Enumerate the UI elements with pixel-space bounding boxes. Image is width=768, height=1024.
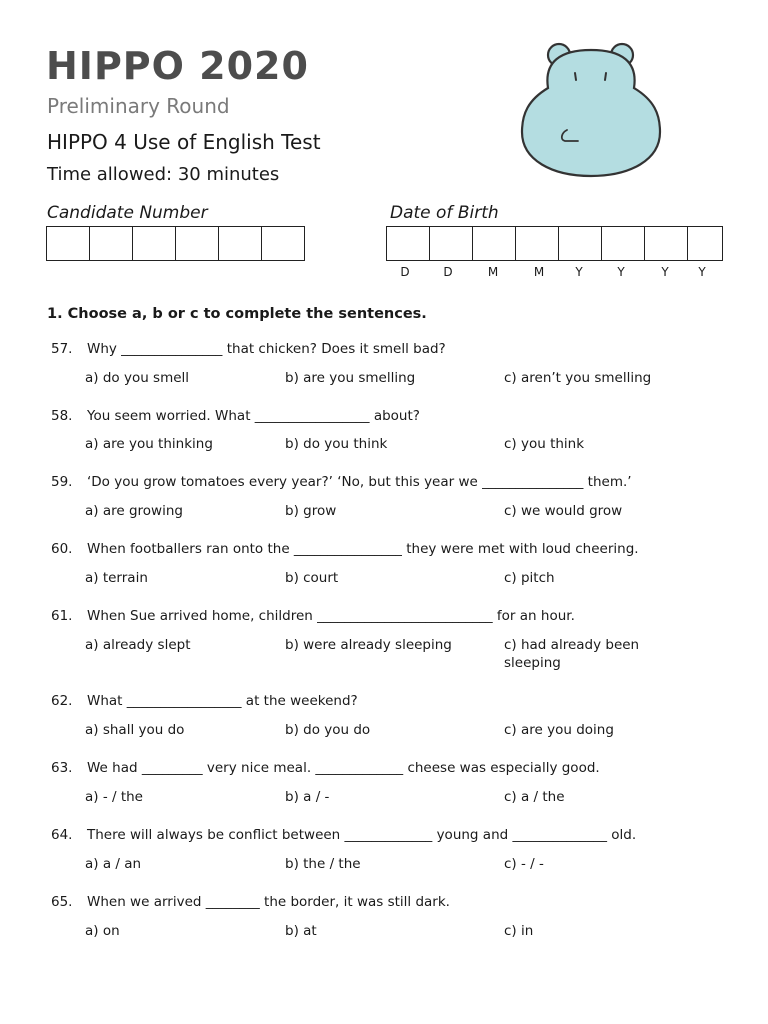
option-b[interactable]: b) grow xyxy=(285,503,337,519)
option-b[interactable]: b) a / - xyxy=(285,789,330,805)
option-c[interactable]: c) you think xyxy=(504,436,585,452)
option-b[interactable]: b) the / the xyxy=(285,856,361,872)
option-b[interactable]: b) are you smelling xyxy=(285,370,416,386)
dob-caption: M xyxy=(487,265,499,279)
candidate-number-label: Candidate Number xyxy=(47,203,208,223)
test-name: HIPPO 4 Use of English Test xyxy=(47,130,321,154)
question-text: You seem worried. What _________________ about? xyxy=(87,408,420,424)
dob-caption: M xyxy=(533,265,545,279)
question-text: When we arrived ________ the border, it was still dark. xyxy=(87,894,450,910)
question-number: 58. xyxy=(51,408,73,424)
option-a[interactable]: a) are you thinking xyxy=(85,436,213,452)
hippo-icon xyxy=(518,40,664,180)
option-a[interactable]: a) a / an xyxy=(85,856,142,872)
question-number: 59. xyxy=(51,474,73,490)
option-c[interactable]: c) - / - xyxy=(504,856,544,872)
dob-digit-box[interactable] xyxy=(644,226,687,261)
question-text: We had _________ very nice meal. _____________ cheese was especially good. xyxy=(87,760,600,776)
question-text: There will always be conflict between _____________ young and ______________ old. xyxy=(87,827,637,843)
option-a[interactable]: a) do you smell xyxy=(85,370,190,386)
question-number: 65. xyxy=(51,894,73,910)
candidate-digit-box[interactable] xyxy=(132,226,175,261)
dob-digit-box[interactable] xyxy=(687,226,723,261)
time-allowed: Time allowed: 30 minutes xyxy=(47,164,280,185)
option-c[interactable]: c) a / the xyxy=(504,789,565,805)
round-subtitle: Preliminary Round xyxy=(47,94,230,118)
option-b[interactable]: b) do you do xyxy=(285,722,371,738)
section-heading: 1. Choose a, b or c to complete the sentences. xyxy=(47,306,427,322)
dob-caption: Y xyxy=(661,265,669,279)
question-text: When footballers ran onto the ________________ they were met with loud cheering. xyxy=(87,541,639,557)
question-number: 60. xyxy=(51,541,73,557)
option-c[interactable]: c) we would grow xyxy=(504,503,623,519)
candidate-number-boxes xyxy=(46,226,305,261)
option-c[interactable]: c) in xyxy=(504,923,534,939)
dob-digit-box[interactable] xyxy=(515,226,558,261)
date-of-birth-boxes xyxy=(386,226,723,261)
option-a[interactable]: a) on xyxy=(85,923,120,939)
dob-caption: Y xyxy=(575,265,583,279)
dob-digit-box[interactable] xyxy=(558,226,601,261)
option-a[interactable]: a) shall you do xyxy=(85,722,185,738)
candidate-digit-box[interactable] xyxy=(218,226,261,261)
dob-digit-box[interactable] xyxy=(429,226,472,261)
date-of-birth-label: Date of Birth xyxy=(390,203,499,223)
option-a[interactable]: a) already slept xyxy=(85,637,191,653)
question-number: 57. xyxy=(51,341,73,357)
question-number: 64. xyxy=(51,827,73,843)
option-c[interactable]: c) had already been sleeping xyxy=(504,637,640,671)
dob-caption: Y xyxy=(698,265,706,279)
question-number: 61. xyxy=(51,608,73,624)
question-text: When Sue arrived home, children __________________________ for an hour. xyxy=(87,608,575,624)
candidate-digit-box[interactable] xyxy=(175,226,218,261)
candidate-digit-box[interactable] xyxy=(261,226,305,261)
dob-caption: D xyxy=(400,265,410,279)
question-text: What _________________ at the weekend? xyxy=(87,693,358,709)
candidate-digit-box[interactable] xyxy=(89,226,132,261)
dob-caption: D xyxy=(443,265,453,279)
option-a[interactable]: a) terrain xyxy=(85,570,148,586)
question-text: Why _______________ that chicken? Does it smell bad? xyxy=(87,341,446,357)
option-c[interactable]: c) pitch xyxy=(504,570,555,586)
option-b[interactable]: b) court xyxy=(285,570,339,586)
dob-caption: Y xyxy=(617,265,625,279)
option-a[interactable]: a) - / the xyxy=(85,789,143,805)
option-b[interactable]: b) were already sleeping xyxy=(285,637,452,653)
dob-digit-box[interactable] xyxy=(386,226,429,261)
question-number: 63. xyxy=(51,760,73,776)
option-c[interactable]: c) are you doing xyxy=(504,722,614,738)
option-b[interactable]: b) at xyxy=(285,923,317,939)
option-c[interactable]: c) aren’t you smelling xyxy=(504,370,652,386)
option-b[interactable]: b) do you think xyxy=(285,436,388,452)
candidate-digit-box[interactable] xyxy=(46,226,89,261)
question-text: ‘Do you grow tomatoes every year?’ ‘No, but this year we _______________ them.’ xyxy=(87,474,632,490)
page-title: HIPPO 2020 xyxy=(46,44,309,88)
question-number: 62. xyxy=(51,693,73,709)
dob-digit-box[interactable] xyxy=(601,226,644,261)
dob-digit-box[interactable] xyxy=(472,226,515,261)
option-a[interactable]: a) are growing xyxy=(85,503,183,519)
